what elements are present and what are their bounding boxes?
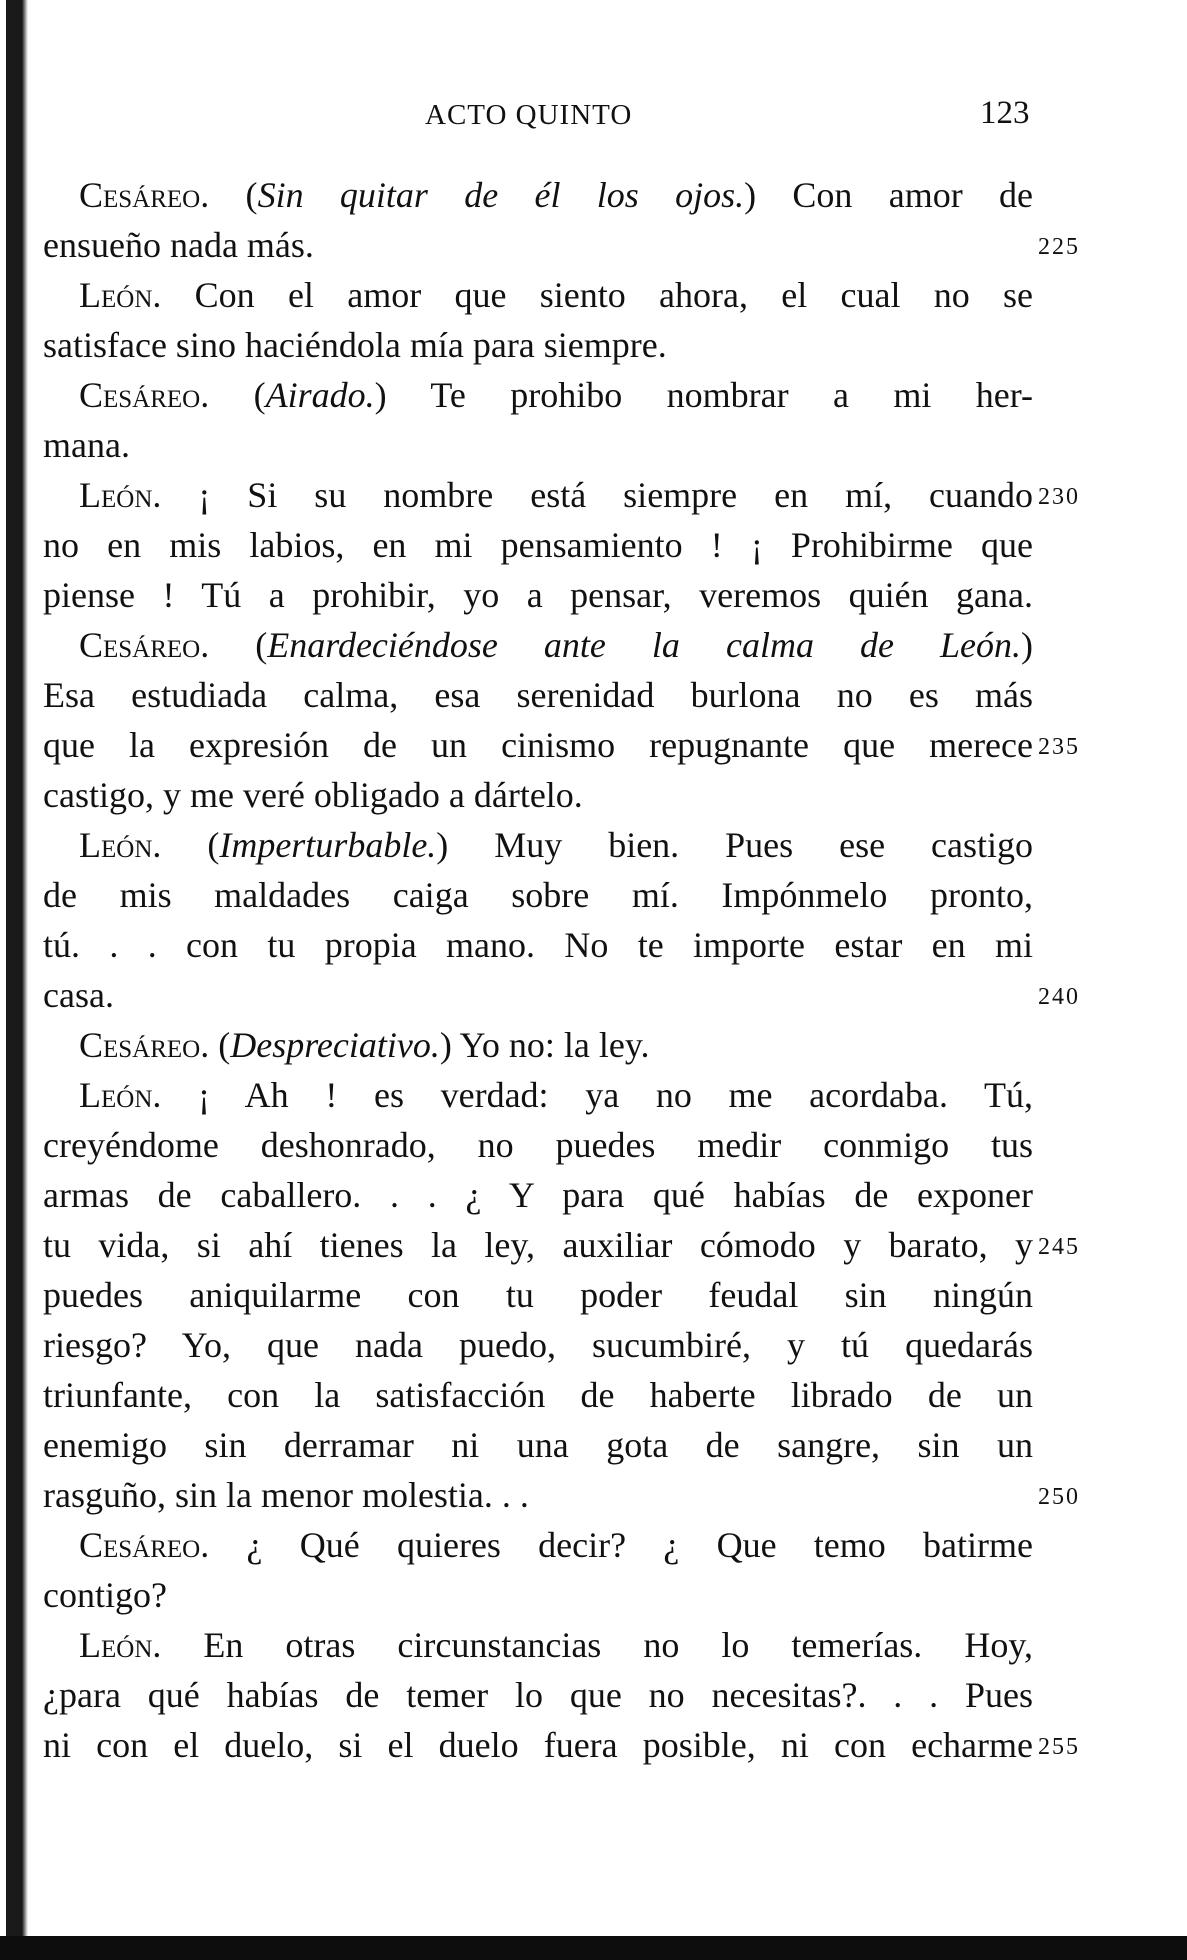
text-line [43,1220,1080,1270]
dialogue-text: ¿ Qué quieres decir? ¿ Que temo batirme [209,1525,1033,1565]
line-content [43,1320,1033,1370]
stage-direction: Imperturbable. [219,825,437,865]
dialogue-text: ) Muy bien. Pues ese castigo [436,825,1033,865]
running-title: ACTO QUINTO [425,99,633,131]
line-content [43,870,1033,920]
dialogue-text: ( [209,175,258,215]
dialogue-text: ¡ Ah ! es verdad: ya no me acordaba. Tú, [161,1075,1033,1115]
text-line [43,1720,1080,1770]
line-content [43,570,1033,620]
line-number: 225 [1038,234,1080,260]
text-line [43,1270,1033,1320]
stage-direction: Despreciativo. [230,1025,440,1065]
line-number: 240 [1038,984,1080,1010]
line-content [79,170,1033,220]
line-content [43,670,1033,720]
line-content [43,720,1033,770]
text-line [43,1470,1080,1520]
dialogue-text: puedes aniquilarme con tu poder feudal sin ningún [43,1275,1033,1315]
text-line [43,1370,1033,1420]
text-line [43,620,1033,670]
dialogue-text: tú. . . con tu propia mano. No te importe estar en mi [43,925,1033,965]
text-line [43,1320,1033,1370]
dialogue-text: ¿para qué habías de temer lo que no necesitas?. . . Pues [43,1675,1033,1715]
stage-direction: Enardeciéndose ante la calma de León. [267,625,1021,665]
line-content [79,270,1033,320]
line-content [79,1620,1033,1670]
line-number: 230 [1038,484,1080,510]
line-content [43,1120,1033,1170]
dialogue-text: ) Te prohibo nombrar a mi her- [374,375,1033,415]
line-content [43,1475,529,1515]
line-content [43,1370,1033,1420]
dialogue-text: mana. [43,425,130,465]
line-content [43,1420,1033,1470]
dialogue-text: casa. [43,975,114,1015]
text-line [43,1170,1033,1220]
dialogue-text: piense ! Tú a prohibir, yo a pensar, veremos quién gana. [43,575,1033,615]
dialogue-text: riesgo? Yo, que nada puedo, sucumbiré, y tú quedarás [43,1325,1033,1365]
text-line [43,870,1033,920]
speaker-name: León. [79,825,162,865]
speaker-name: León. [79,475,162,515]
line-content [79,1070,1033,1120]
scan-binding-edge [0,0,32,1960]
text-line [43,1020,1033,1070]
text-line [43,320,1033,370]
speaker-name: Cesáreo. [79,375,210,415]
text-line [43,920,1033,970]
text-line [43,170,1033,220]
text-line [43,770,1033,820]
dialogue-text: contigo? [43,1575,167,1615]
dialogue-text: triunfante, con la satisfacción de haberte librado de un [43,1375,1033,1415]
dialogue-text: ) [1021,625,1033,665]
dialogue-text: enemigo sin derramar ni una gota de sangre, sin un [43,1425,1033,1465]
speaker-name: Cesáreo. [79,625,210,665]
line-content [79,470,1033,520]
dialogue-text: de mis maldades caiga sobre mí. Impónmelo pronto, [43,875,1033,915]
text-line [43,1420,1033,1470]
dialogue-text: ( [161,825,220,865]
dialogue-text: Con el amor que siento ahora, el cual no se [161,275,1033,315]
line-content [79,620,1033,670]
line-content [43,1270,1033,1320]
line-content [79,1520,1033,1570]
dialogue-text: Esa estudiada calma, esa serenidad burlona no es más [43,675,1033,715]
dialogue-text: ) Yo no: la ley. [439,1025,650,1065]
speaker-name: León. [79,275,162,315]
dialogue-text: rasguño, sin la menor molestia. . . [43,1475,529,1515]
text-line [43,1670,1033,1720]
text-line [43,470,1080,520]
speaker-name: León. [79,1625,162,1665]
text-line [43,1570,1033,1620]
line-content [43,975,114,1015]
scan-bottom-edge [0,1936,1187,1960]
dialogue-text: armas de caballero. . . ¿ Y para qué habías de exponer [43,1175,1033,1215]
dialogue-text: no en mis labios, en mi pensamiento ! ¡ Prohibirme que [43,525,1033,565]
text-line [43,1620,1033,1670]
line-content [43,920,1033,970]
stage-direction: Sin quitar de él los ojos. [257,175,745,215]
text-line [43,1070,1033,1120]
line-content [43,520,1033,570]
text-line [43,970,1080,1020]
speaker-name: Cesáreo. [79,1525,210,1565]
play-text [43,170,1080,1770]
text-line [43,520,1033,570]
line-content [43,1220,1033,1270]
text-line [43,570,1033,620]
line-content [79,1025,650,1065]
dialogue-text: ¡ Si su nombre está siempre en mí, cuando [161,475,1033,515]
line-content [43,1670,1033,1720]
line-content [43,425,130,465]
speaker-name: Cesáreo. [79,175,210,215]
line-number: 250 [1038,1484,1080,1510]
speaker-name: Cesáreo. [79,1025,210,1065]
line-content [43,1575,167,1615]
dialogue-text: satisface sino haciéndola mía para siempre. [43,325,667,365]
dialogue-text: tu vida, si ahí tienes la ley, auxiliar cómodo y barato, y [43,1225,1033,1265]
dialogue-text: ni con el duelo, si el duelo fuera posible, ni con echarme [43,1725,1033,1765]
dialogue-text: ( [209,375,266,415]
line-content [79,820,1033,870]
stage-direction: Airado. [265,375,375,415]
dialogue-text: que la expresión de un cinismo repugnante que merece [43,725,1033,765]
line-content [79,370,1033,420]
dialogue-text: ensueño nada más. [43,225,314,265]
page-number: 123 [980,95,1030,131]
text-line [43,270,1033,320]
line-content [43,775,583,815]
text-line [43,370,1033,420]
running-head [0,95,1187,135]
line-number: 235 [1038,734,1080,760]
text-line [43,1120,1033,1170]
text-line [43,720,1080,770]
dialogue-text: ( [209,1025,231,1065]
line-content [43,325,667,365]
text-line [43,220,1080,270]
dialogue-text: castigo, y me veré obligado a dártelo. [43,775,583,815]
line-number: 255 [1038,1734,1080,1760]
text-line [43,820,1033,870]
text-line [43,420,1033,470]
line-content [43,225,314,265]
line-number: 245 [1038,1234,1080,1260]
line-content [43,1170,1033,1220]
dialogue-text: ( [209,625,268,665]
text-line [43,1520,1033,1570]
dialogue-text: ) Con amor de [744,175,1034,215]
text-line [43,670,1033,720]
dialogue-text: En otras circunstancias no lo temerías. Hoy, [161,1625,1033,1665]
line-content [43,1720,1033,1770]
speaker-name: León. [79,1075,162,1115]
dialogue-text: creyéndome deshonrado, no puedes medir conmigo tus [43,1125,1033,1165]
